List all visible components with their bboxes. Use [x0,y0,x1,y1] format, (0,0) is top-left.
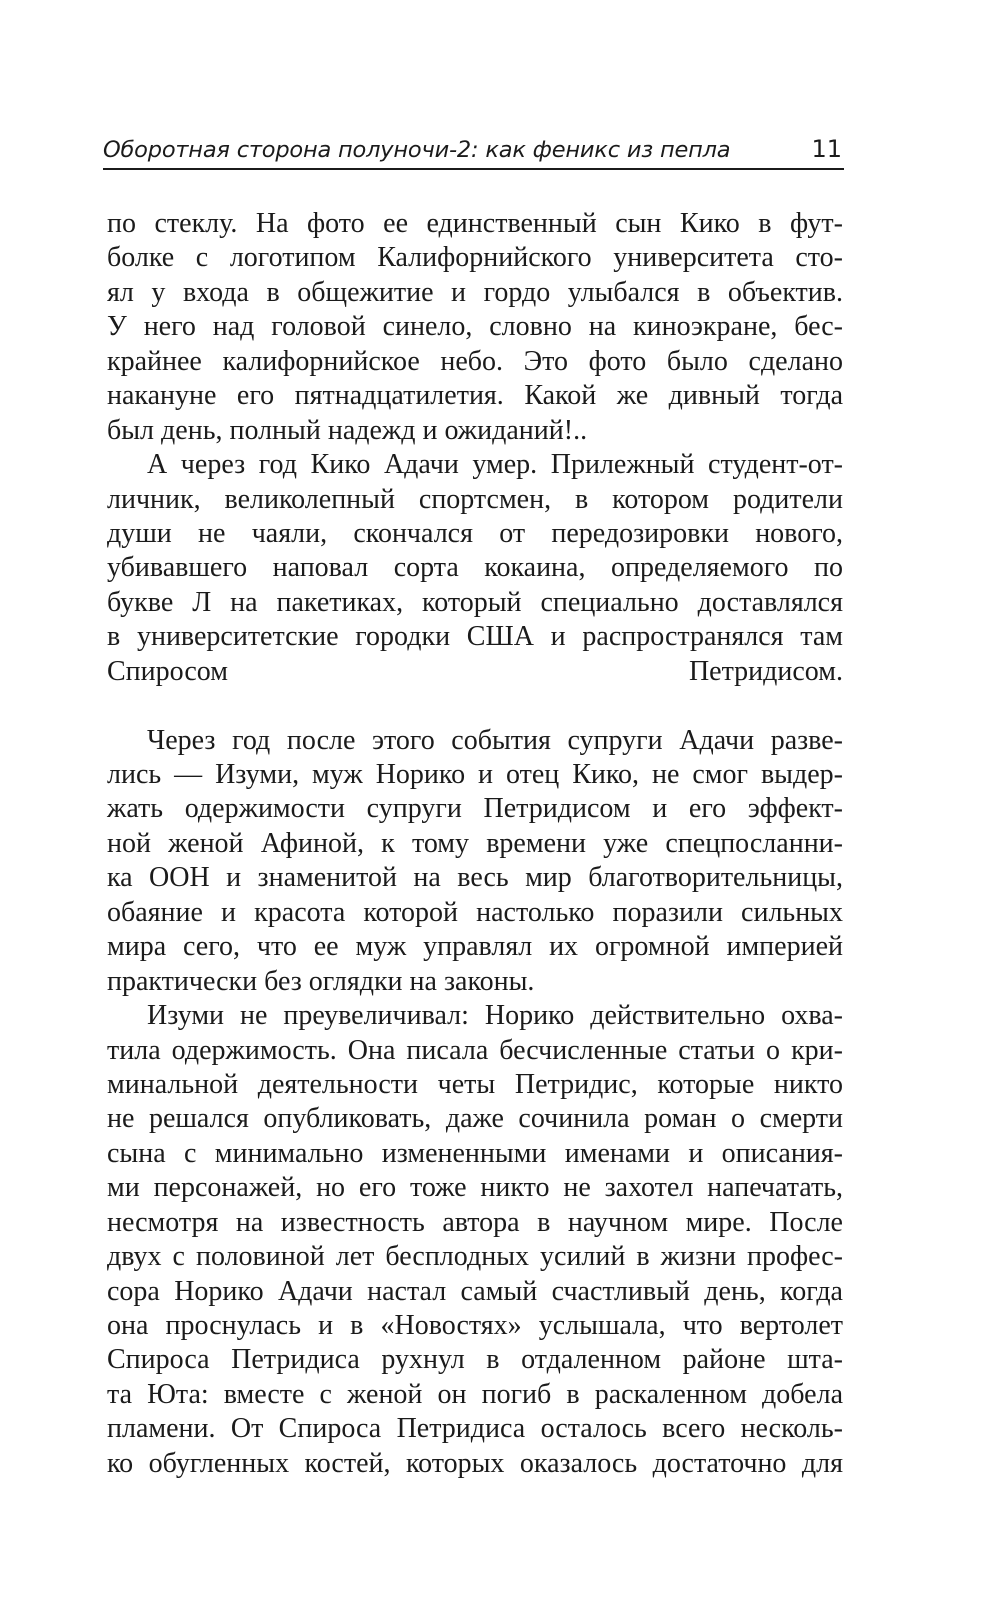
text-line: она проснулась и в «Новостях» услышала, что вертолет [107,1310,843,1341]
text-line: пламени. От Спироса Петридиса осталось всего несколь- [107,1413,843,1445]
text-line: двух с половиной лет бесплодных усилий в жизни профес- [107,1241,843,1273]
text-line [107,689,843,723]
text-line: был день, полный надежд и ожиданий!.. [107,414,588,446]
text-line: накануне его пятнадцатилетия. Какой же дивный тогда [107,380,843,412]
body-text [107,207,843,1481]
text-line: жать одержимости супруги Петридисом и его эффект- [107,793,843,825]
text-line: Спиросом Петридисом. [107,655,843,687]
paragraph-2 [107,448,843,724]
paragraph-3 [107,724,843,1000]
page-number: 11 [811,135,842,163]
text-line: сора Норико Адачи настал самый счастливый день, когда [107,1275,843,1307]
text-line: не решался опубликовать, даже сочинила роман о смерти [107,1103,843,1135]
running-title: Оборотная сторона полуночи-2: как феникс из пепла [103,137,731,163]
text-line: ял у входа в общежитие и гордо улыбался в объектив. [107,276,843,308]
paragraph-4 [107,999,843,1481]
text-line: болке с логотипом Калифорнийского университета сто- [107,242,843,274]
text-line: мира сего, что ее муж управлял их огромной империей [107,931,843,963]
text-line: минальной деятельности четы Петридис, которые никто [107,1068,843,1100]
text-line: ка ООН и знаменитой на весь мир благотворительницы, [107,862,843,894]
text-line: личник, великолепный спортсмен, в котором родители [107,483,843,515]
text-line: сына с минимально измененными именами и описания- [107,1137,843,1169]
text-line: души не чаяли, скончался от передозировки нового, [107,517,843,549]
text-line: Изуми не преувеличивал: Норико действительно охва- [147,1000,843,1032]
text-line: ко обугленных костей, которых оказалось достаточно для [107,1447,843,1479]
text-line: лись — Изуми, муж Норико и отец Кико, не смог выдер- [107,759,843,790]
text-line: практически без оглядки на законы. [107,965,535,997]
text-line: крайнее калифорнийское небо. Это фото было сделано [107,345,843,377]
text-line: убивавшего наповал сорта кокаина, определяемого по [107,552,843,584]
text-line: в университетские городки США и распространялся там [107,621,843,653]
text-line: букве Л на пакетиках, который специально доставлялся [107,586,843,618]
text-line: тила одержимость. Она писала бесчисленные статьи о кри- [107,1034,843,1066]
text-line: несмотря на известность автора в научном мире. После [107,1206,843,1238]
text-line: ной женой Афиной, к тому времени уже спецпосланни- [107,827,843,859]
text-line: ми персонажей, но его тоже никто не захотел напечатать, [107,1172,843,1204]
text-line: А через год Кико Адачи умер. Прилежный студент-от- [147,449,843,481]
text-line: та Юта: вместе с женой он погиб в раскаленном добела [107,1378,843,1410]
text-line: Спироса Петридиса рухнул в отдаленном районе шта- [107,1344,843,1376]
running-header [103,130,844,170]
text-line: У него над головой синело, словно на киноэкране, бес- [107,311,843,343]
paragraph-1 [107,207,843,448]
text-line: обаяние и красота которой настолько поразили сильных [107,896,843,928]
text-line: по стеклу. На фото ее единственный сын Кико в фут- [107,208,843,239]
text-line: Через год после этого события супруги Адачи разве- [147,724,843,756]
